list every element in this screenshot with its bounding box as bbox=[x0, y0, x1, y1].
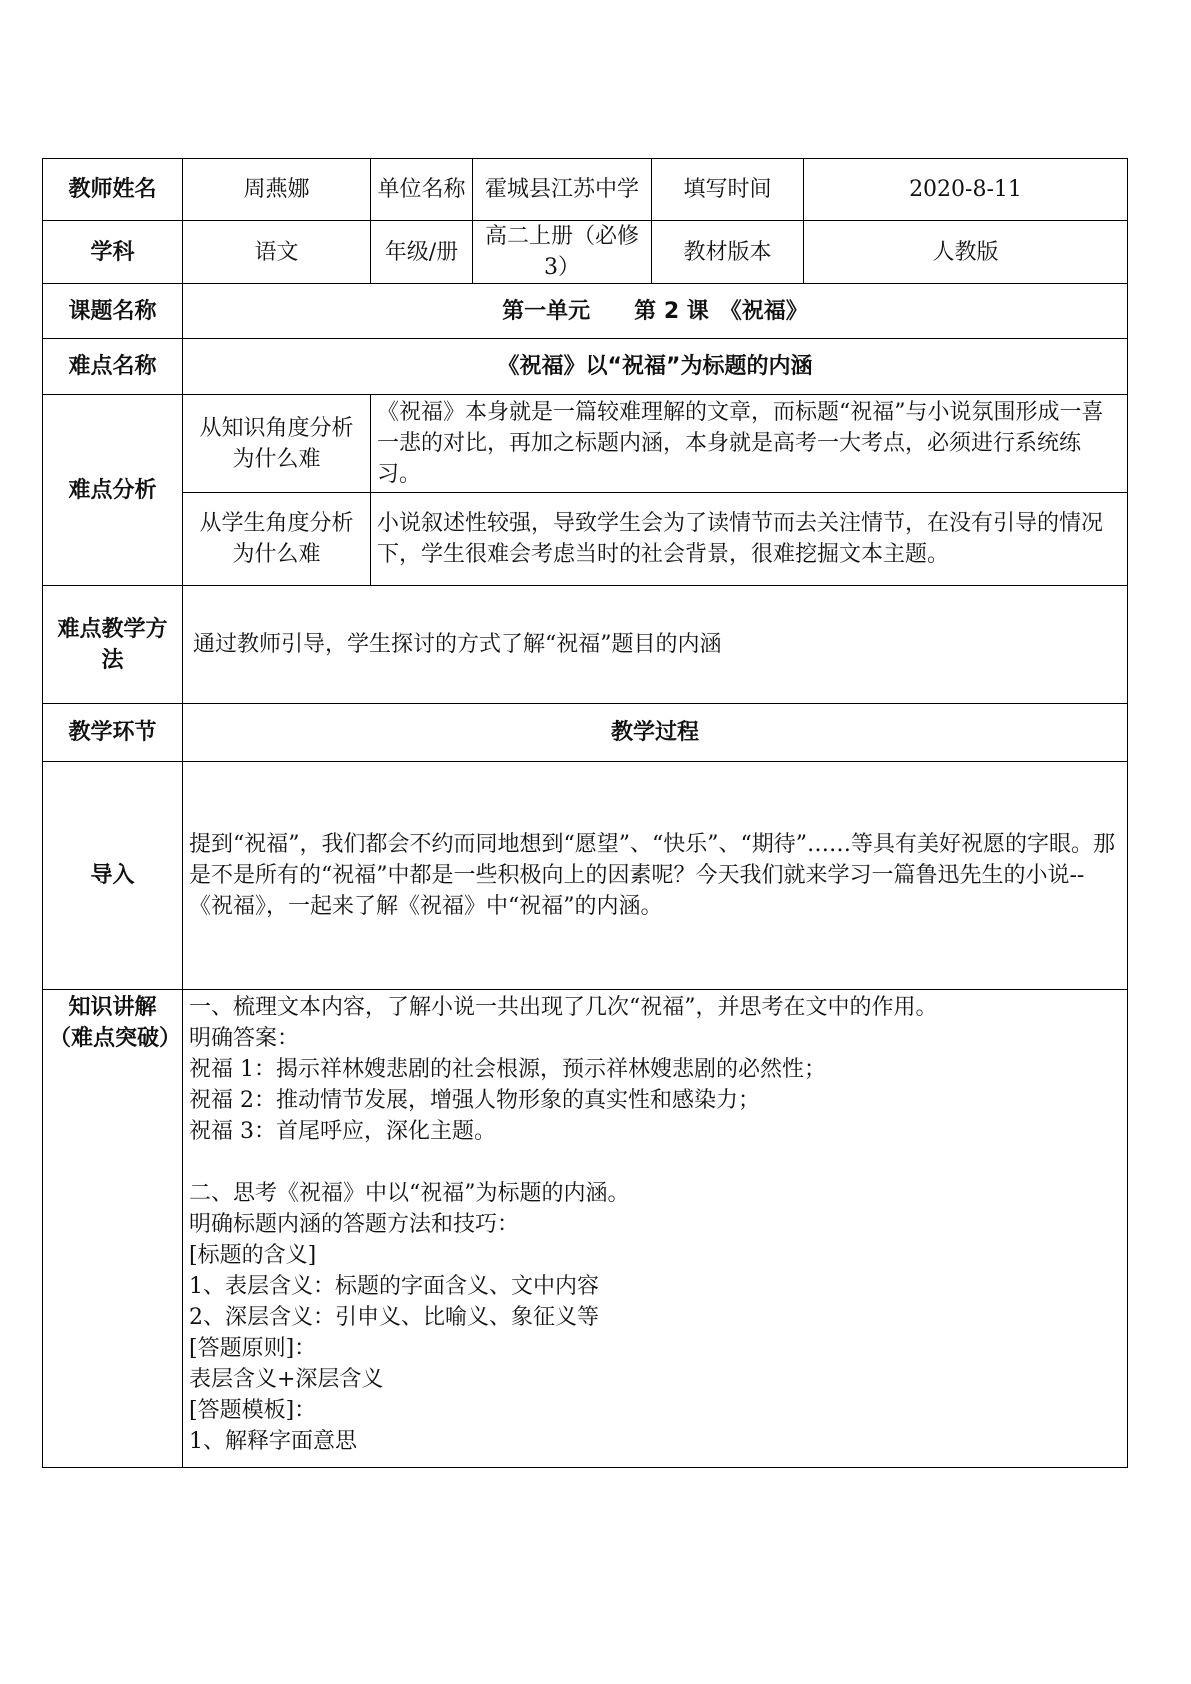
topic-label: 课题名称 bbox=[43, 284, 183, 339]
knowledge-line: 祝福 1：揭示祥林嫂悲剧的社会根源，预示祥林嫂悲剧的必然性； bbox=[189, 1057, 826, 1082]
teacher-label: 教师姓名 bbox=[43, 159, 183, 221]
subject-label: 学科 bbox=[43, 221, 183, 284]
student-angle-label: 从学生角度分析为什么难 bbox=[183, 493, 371, 586]
unit-label: 单位名称 bbox=[371, 159, 473, 221]
edition-label: 教材版本 bbox=[652, 221, 804, 284]
knowledge-line: [答题原则]： bbox=[189, 1336, 317, 1361]
knowledge-line: 2、深层含义：引申义、比喻义、象征义等 bbox=[189, 1305, 599, 1330]
row-knowledge bbox=[43, 990, 1128, 1468]
edition-value: 人教版 bbox=[804, 221, 1128, 284]
row-analysis-knowledge bbox=[43, 395, 1128, 493]
analysis-label: 难点分析 bbox=[43, 395, 183, 586]
knowledge-angle-label: 从知识角度分析为什么难 bbox=[183, 395, 371, 493]
lesson-plan-table bbox=[42, 158, 1128, 1468]
knowledge-line: 明确答案： bbox=[189, 1026, 300, 1051]
method-label: 难点教学方法 bbox=[43, 586, 183, 704]
knowledge-line: 1、解释字面意思 bbox=[189, 1429, 357, 1454]
method-text: 通过教师引导，学生探讨的方式了解“祝福”题目的内涵 bbox=[183, 586, 1128, 704]
knowledge-line bbox=[189, 1147, 1121, 1178]
row-analysis-student bbox=[43, 493, 1128, 586]
subject-value: 语文 bbox=[183, 221, 371, 284]
row-difficulty bbox=[43, 339, 1128, 395]
process-label: 教学过程 bbox=[183, 704, 1128, 762]
row-subject bbox=[43, 221, 1128, 284]
knowledge-label-line1: 知识讲解 bbox=[68, 995, 157, 1020]
grade-value: 高二上册（必修3） bbox=[473, 221, 652, 284]
knowledge-line: [标题的含义] bbox=[189, 1243, 317, 1268]
unit-value: 霍城县江苏中学 bbox=[473, 159, 652, 221]
row-method bbox=[43, 586, 1128, 704]
knowledge-line: 1、表层含义：标题的字面含义、文中内容 bbox=[189, 1274, 599, 1299]
knowledge-content bbox=[183, 990, 1128, 1468]
row-process-header bbox=[43, 704, 1128, 762]
topic-value: 第一单元 第 2 课 《祝福》 bbox=[183, 284, 1128, 339]
row-topic bbox=[43, 284, 1128, 339]
knowledge-line: 二、思考《祝福》中以“祝福”为标题的内涵。 bbox=[189, 1181, 630, 1206]
teacher-value: 周燕娜 bbox=[183, 159, 371, 221]
knowledge-line: 表层含义+深层含义 bbox=[189, 1367, 384, 1392]
difficulty-value: 《祝福》以“祝福”为标题的内涵 bbox=[183, 339, 1128, 395]
date-label: 填写时间 bbox=[652, 159, 804, 221]
knowledge-line: 明确标题内涵的答题方法和技巧： bbox=[189, 1212, 520, 1237]
knowledge-line: [答题模板]： bbox=[189, 1398, 317, 1423]
grade-label: 年级/册 bbox=[371, 221, 473, 284]
difficulty-label: 难点名称 bbox=[43, 339, 183, 395]
knowledge-line: 祝福 2：推动情节发展，增强人物形象的真实性和感染力； bbox=[189, 1088, 760, 1113]
knowledge-label bbox=[43, 990, 183, 1468]
row-intro bbox=[43, 762, 1128, 990]
knowledge-line: 一、梳理文本内容，了解小说一共出现了几次“祝福”，并思考在文中的作用。 bbox=[189, 995, 938, 1020]
date-value: 2020-8-11 bbox=[804, 159, 1128, 221]
intro-text: 提到“祝福”，我们都会不约而同地想到“愿望”、“快乐”、“期待”……等具有美好祝愿的字眼。那是不是所有的“祝福”中都是一些积极向上的因素呢？今天我们就来学习一篇鲁迅先生的小说--《祝福》，一起来了解《祝福》中“祝福”的内涵。 bbox=[183, 762, 1128, 990]
knowledge-label-line2: （难点突破） bbox=[49, 1026, 182, 1051]
intro-label: 导入 bbox=[43, 762, 183, 990]
knowledge-line: 祝福 3：首尾呼应，深化主题。 bbox=[189, 1119, 496, 1144]
stage-label: 教学环节 bbox=[43, 704, 183, 762]
knowledge-angle-text: 《祝福》本身就是一篇较难理解的文章，而标题“祝福”与小说氛围形成一喜一悲的对比，再加之标题内涵，本身就是高考一大考点，必须进行系统练习。 bbox=[371, 395, 1128, 493]
student-angle-text: 小说叙述性较强，导致学生会为了读情节而去关注情节，在没有引导的情况下，学生很难会考虑当时的社会背景，很难挖掘文本主题。 bbox=[371, 493, 1128, 586]
row-teacher bbox=[43, 159, 1128, 221]
